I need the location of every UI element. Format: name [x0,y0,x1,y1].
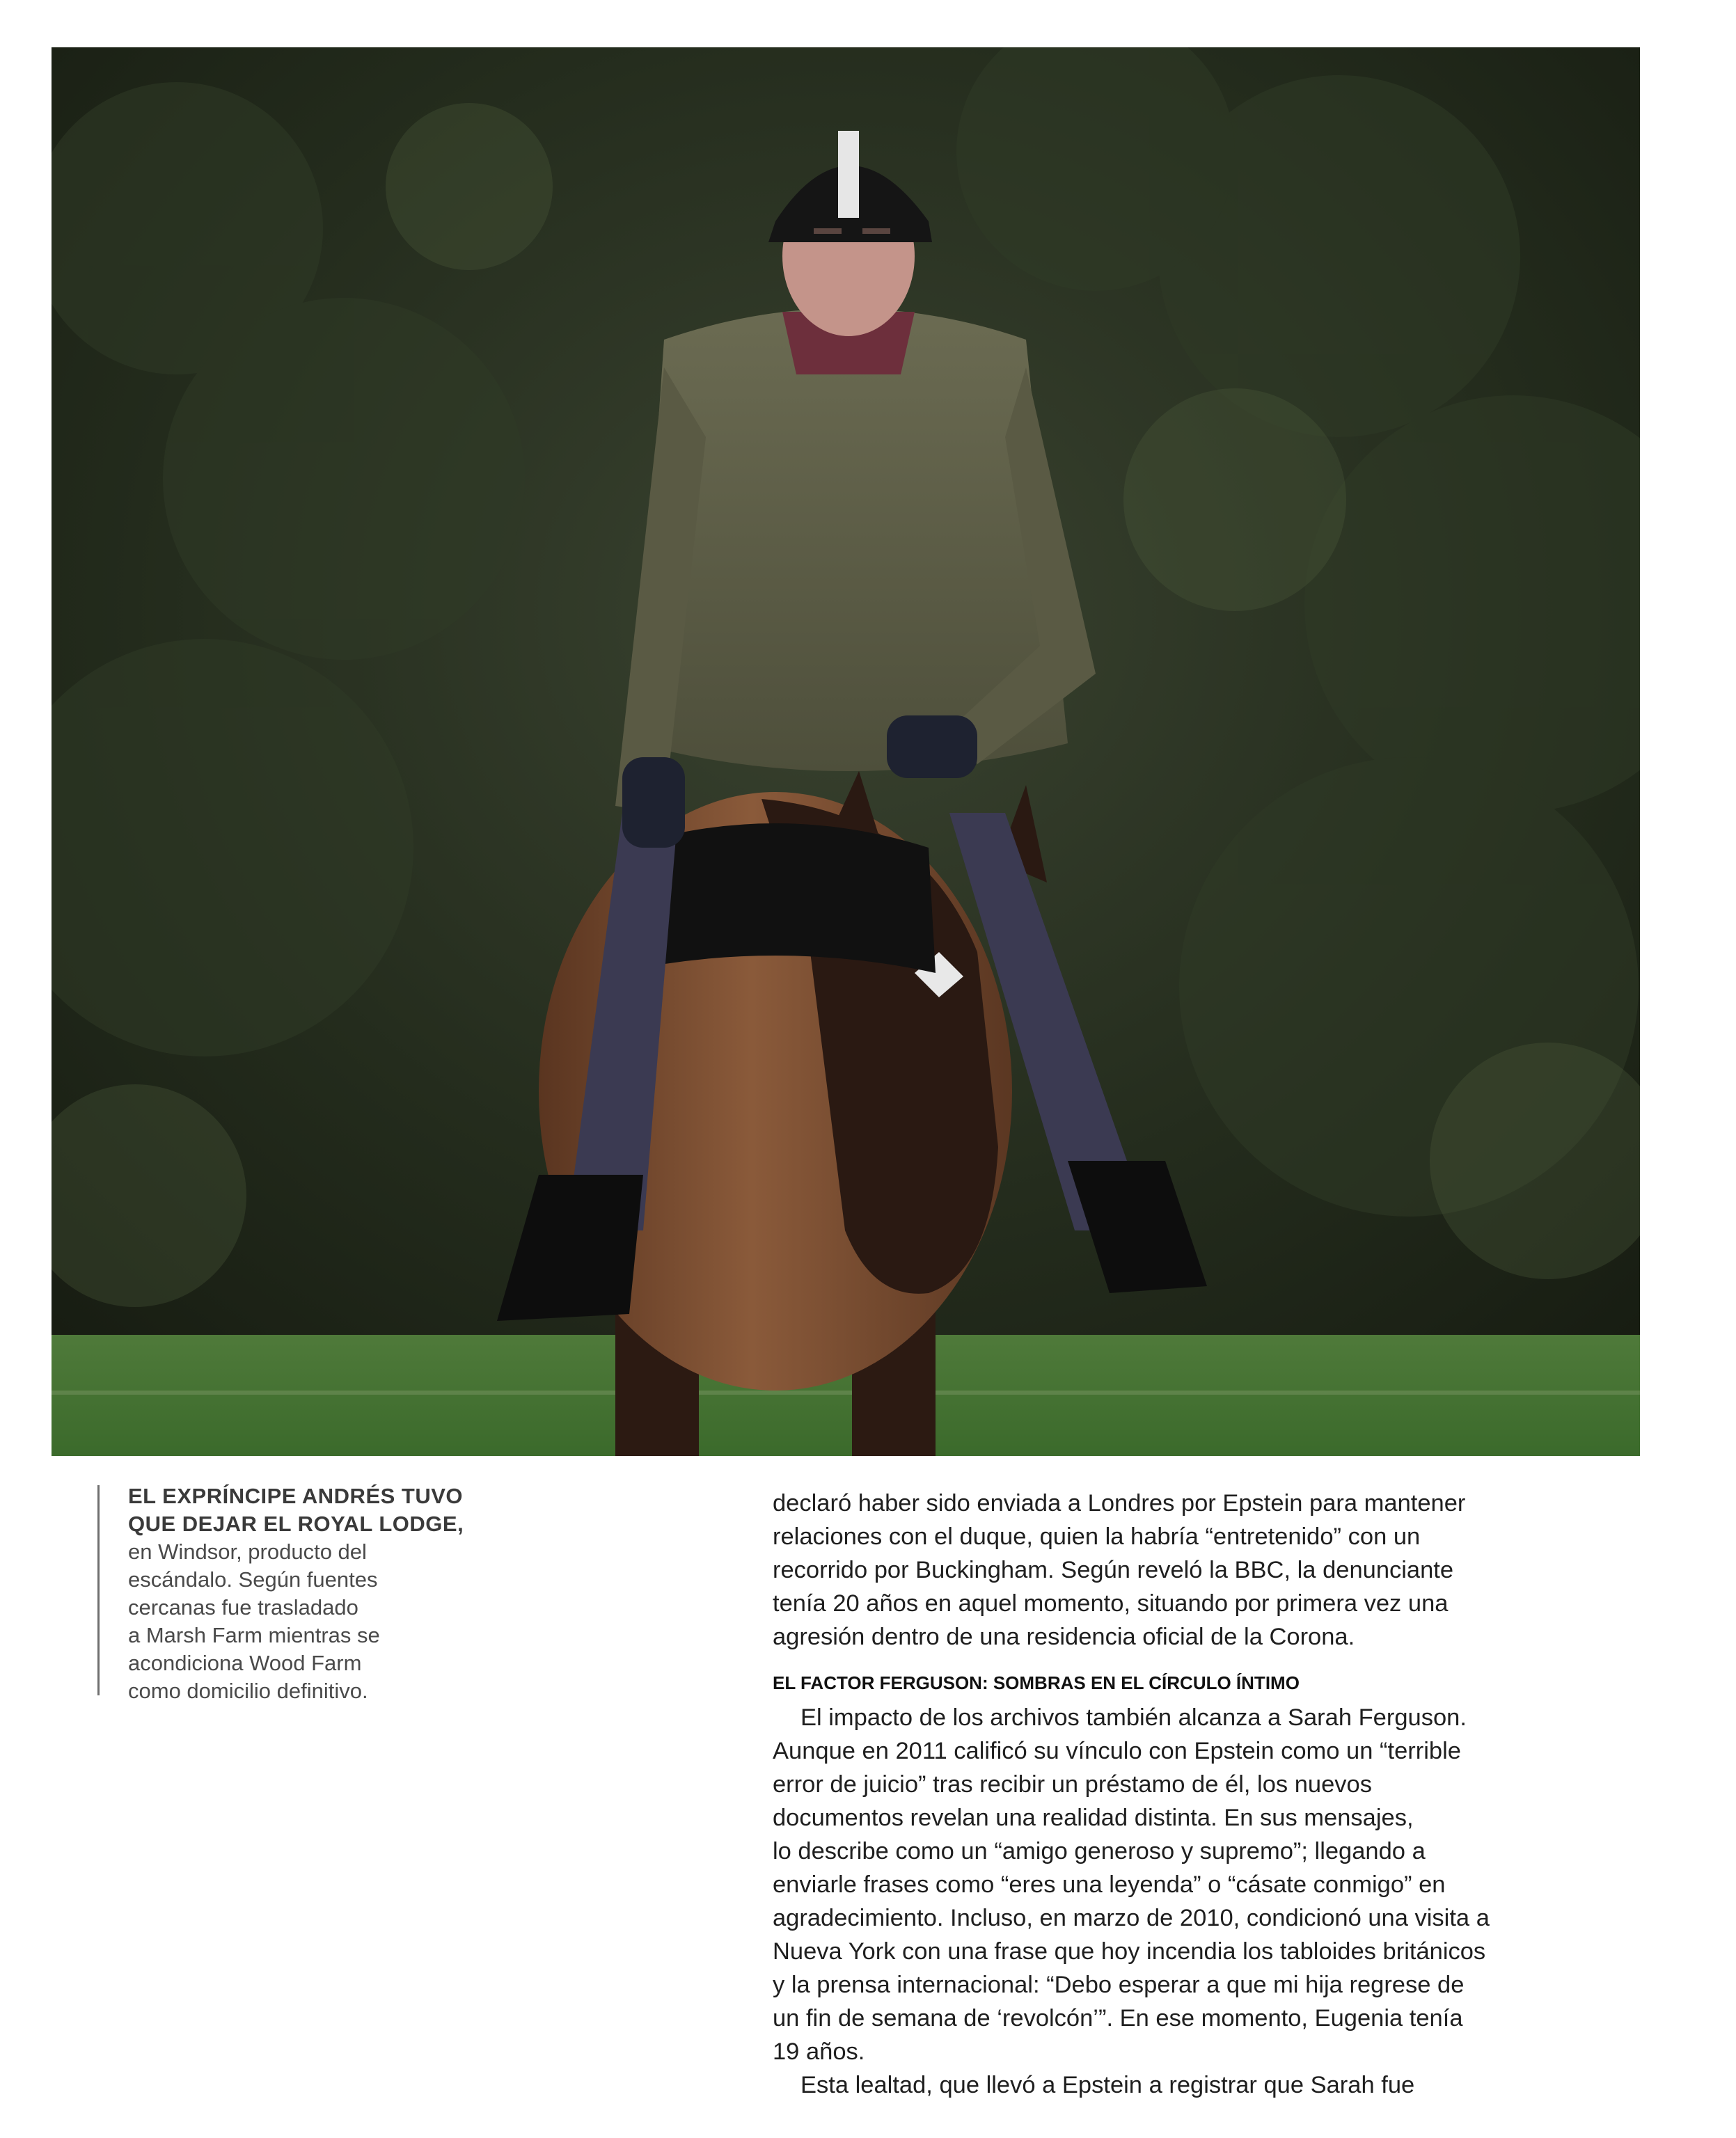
article-paragraph-3: Esta lealtad, que llevó a Epstein a registrar que Sarah fue [800,2072,1415,2098]
caption-rule [97,1485,100,1695]
article-subheading: EL FACTOR FERGUSON: SOMBRAS EN EL CÍRCULO ÍNTIMO [773,1672,1300,1693]
article-body [773,1487,1573,2102]
article-paragraph-1: declaró haber sido enviada a Londres por Epstein para mantener relaciones con el duque, quien la habría “entretenido” con un recorrido por Buckingham. Según reveló la BBC, la denunciante tenía 20 años en aquel momento, situando por primera vez una agresión dentro de una residencia oficial de la Corona. [773,1490,1466,1650]
photo-caption [128,1482,490,1705]
photo-illustration [52,47,1640,1456]
caption-lead: EL EXPRÍNCIPE ANDRÉS TUVO QUE DEJAR EL ROYAL LODGE, [128,1484,464,1536]
rider-on-horse-photo [52,47,1640,1456]
caption-text: en Windsor, producto del escándalo. Según fuentes cercanas fue trasladado a Marsh Farm mientras se acondiciona Wood Farm como domicilio definitivo. [128,1539,380,1703]
article-paragraph-2: El impacto de los archivos también alcanza a Sarah Ferguson. Aunque en 2011 calificó su vínculo con Epstein como un “terrible error de juicio” tras recibir un préstamo de él, los nuevos documentos revelan una realidad distinta. En sus mensajes, lo describe como un “amigo generoso y supremo”; llegando a enviarle frases como “eres una leyenda” o “cásate conmigo” en agradecimiento. Incluso, en marzo de 2010, condicionó una visita a Nueva York con una frase que hoy incendia los tabloides británicos y la prensa internacional: “Debo esperar a que mi hija regrese de un fin de semana de ‘revolcón’”. En ese momento, Eugenia tenía 19 años. [773,1704,1490,2065]
